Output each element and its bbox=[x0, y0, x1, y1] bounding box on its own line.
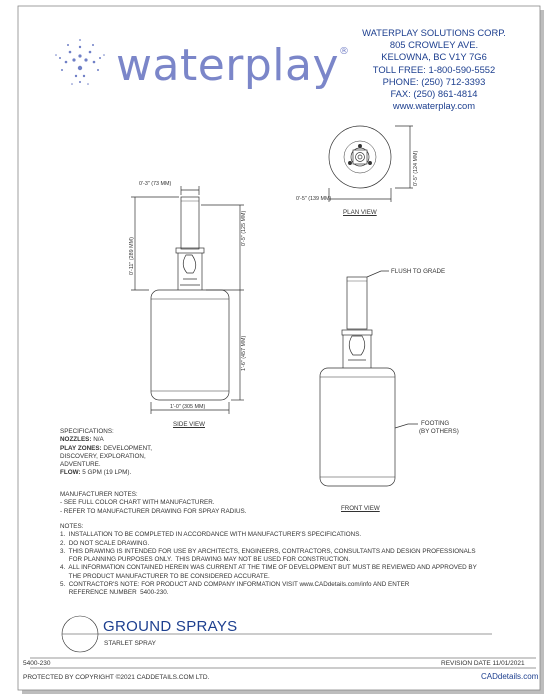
note-line: REFERENCE NUMBER 5400-230. bbox=[60, 589, 169, 597]
copyright-notice: PROTECTED BY COPYRIGHT ©2021 CADDETAILS.COM LTD. bbox=[23, 674, 210, 681]
side-dim-footing-height: 1'-6" (457 MM) bbox=[241, 335, 247, 371]
notes-heading: NOTES: bbox=[60, 523, 84, 530]
note-line: THE PRODUCT MANUFACTURER TO BE CONSIDERED ACCURATE. bbox=[60, 572, 270, 580]
footing-label: FOOTING bbox=[421, 420, 450, 427]
note-line: FOR PLANNING PURPOSES ONLY. THIS DRAWING MAY NOT BE USED FOR CONSTRUCTION. bbox=[60, 556, 351, 564]
manufacturer-notes bbox=[60, 491, 246, 516]
company-line: 805 CROWLEY AVE. bbox=[389, 39, 479, 51]
company-line: TOLL FREE: 1-800-590-5552 bbox=[372, 63, 496, 75]
note-line: 1. INSTALLATION TO BE COMPLETED IN ACCORDANCE WITH MANUFACTURER'S SPECIFICATIONS. bbox=[60, 531, 362, 539]
drawing-title: GROUND SPRAYS bbox=[103, 618, 238, 635]
registered-mark: ® bbox=[339, 46, 350, 57]
spec-value: 5 GPM (19 LPM). bbox=[80, 469, 132, 477]
caddetails-link[interactable]: CADdetails.com bbox=[481, 672, 539, 681]
spec-key: PLAY ZONES: bbox=[60, 444, 102, 452]
spec-value: DEVELOPMENT, bbox=[101, 444, 153, 452]
plan-view-label: PLAN VIEW bbox=[343, 209, 377, 216]
front-view-label: FRONT VIEW bbox=[341, 505, 380, 512]
footing-sub-label: (BY OTHERS) bbox=[419, 428, 459, 435]
logo-text: waterplay bbox=[116, 40, 340, 91]
mfr-line: - REFER TO MANUFACTURER DRAWING FOR SPRAY RADIUS. bbox=[60, 507, 247, 515]
note-line: 5. CONTRACTOR'S NOTE: FOR PRODUCT AND COMPANY INFORMATION VISIT www.CADdetails.com/info AND ENTER bbox=[60, 581, 410, 589]
company-website-link[interactable]: www.waterplay.com bbox=[392, 100, 476, 112]
spec-key: FLOW: bbox=[60, 469, 81, 477]
drawing-subtitle: STARLET SPRAY bbox=[104, 640, 157, 647]
mfr-heading: MANUFACTURER NOTES: bbox=[60, 491, 138, 498]
side-dim-pipe: 0'-3" (73 MM) bbox=[139, 181, 172, 187]
plan-dim-height: 0'-5" (124 MM) bbox=[413, 150, 419, 186]
mfr-line: - SEE FULL COLOR CHART WITH MANUFACTURER. bbox=[60, 499, 215, 507]
reference-number: 5400-230 bbox=[23, 660, 51, 667]
company-line: FAX: (250) 861-4814 bbox=[390, 88, 478, 100]
company-line: KELOWNA, BC V1Y 7G6 bbox=[381, 51, 487, 63]
note-line: 2. DO NOT SCALE DRAWING. bbox=[60, 539, 150, 547]
note-line: 4. ALL INFORMATION CONTAINED HEREIN WAS CURRENT AT THE TIME OF DEVELOPMENT BUT MUST BE REVIEWED AND APPROVED BY bbox=[60, 564, 477, 572]
spec-value: N/A bbox=[91, 436, 104, 444]
general-notes bbox=[60, 523, 477, 598]
spec-value: ADVENTURE. bbox=[60, 461, 101, 469]
side-dim-total-height: 0'-11" (289 MM) bbox=[129, 237, 135, 275]
waterplay-logo bbox=[116, 40, 350, 91]
flush-to-grade-label: FLUSH TO GRADE bbox=[391, 268, 446, 275]
side-dim-footing-width: 1'-0" (305 MM) bbox=[170, 404, 206, 410]
plan-dim-width: 0'-5" (139 MM) bbox=[296, 196, 332, 202]
spec-value: DISCOVERY, EXPLORATION, bbox=[60, 452, 146, 460]
company-info bbox=[340, 27, 528, 112]
specifications-block bbox=[60, 428, 152, 478]
company-line: WATERPLAY SOLUTIONS CORP. bbox=[362, 27, 506, 38]
company-line: PHONE: (250) 712-3393 bbox=[382, 75, 486, 87]
spec-key: NOZZLES: bbox=[60, 436, 92, 444]
specs-heading: SPECIFICATIONS: bbox=[60, 428, 114, 435]
side-dim-top: 0'-5" (125 MM) bbox=[241, 210, 247, 246]
revision-date: REVISION DATE 11/01/2021 bbox=[441, 660, 525, 667]
note-line: 3. THIS DRAWING IS INTENDED FOR USE BY ARCHITECTS, ENGINEERS, CONTRACTORS, CONSULTANTS AND DESIGN PROFESSIONALS bbox=[60, 547, 476, 555]
side-view-label: SIDE VIEW bbox=[173, 421, 205, 428]
